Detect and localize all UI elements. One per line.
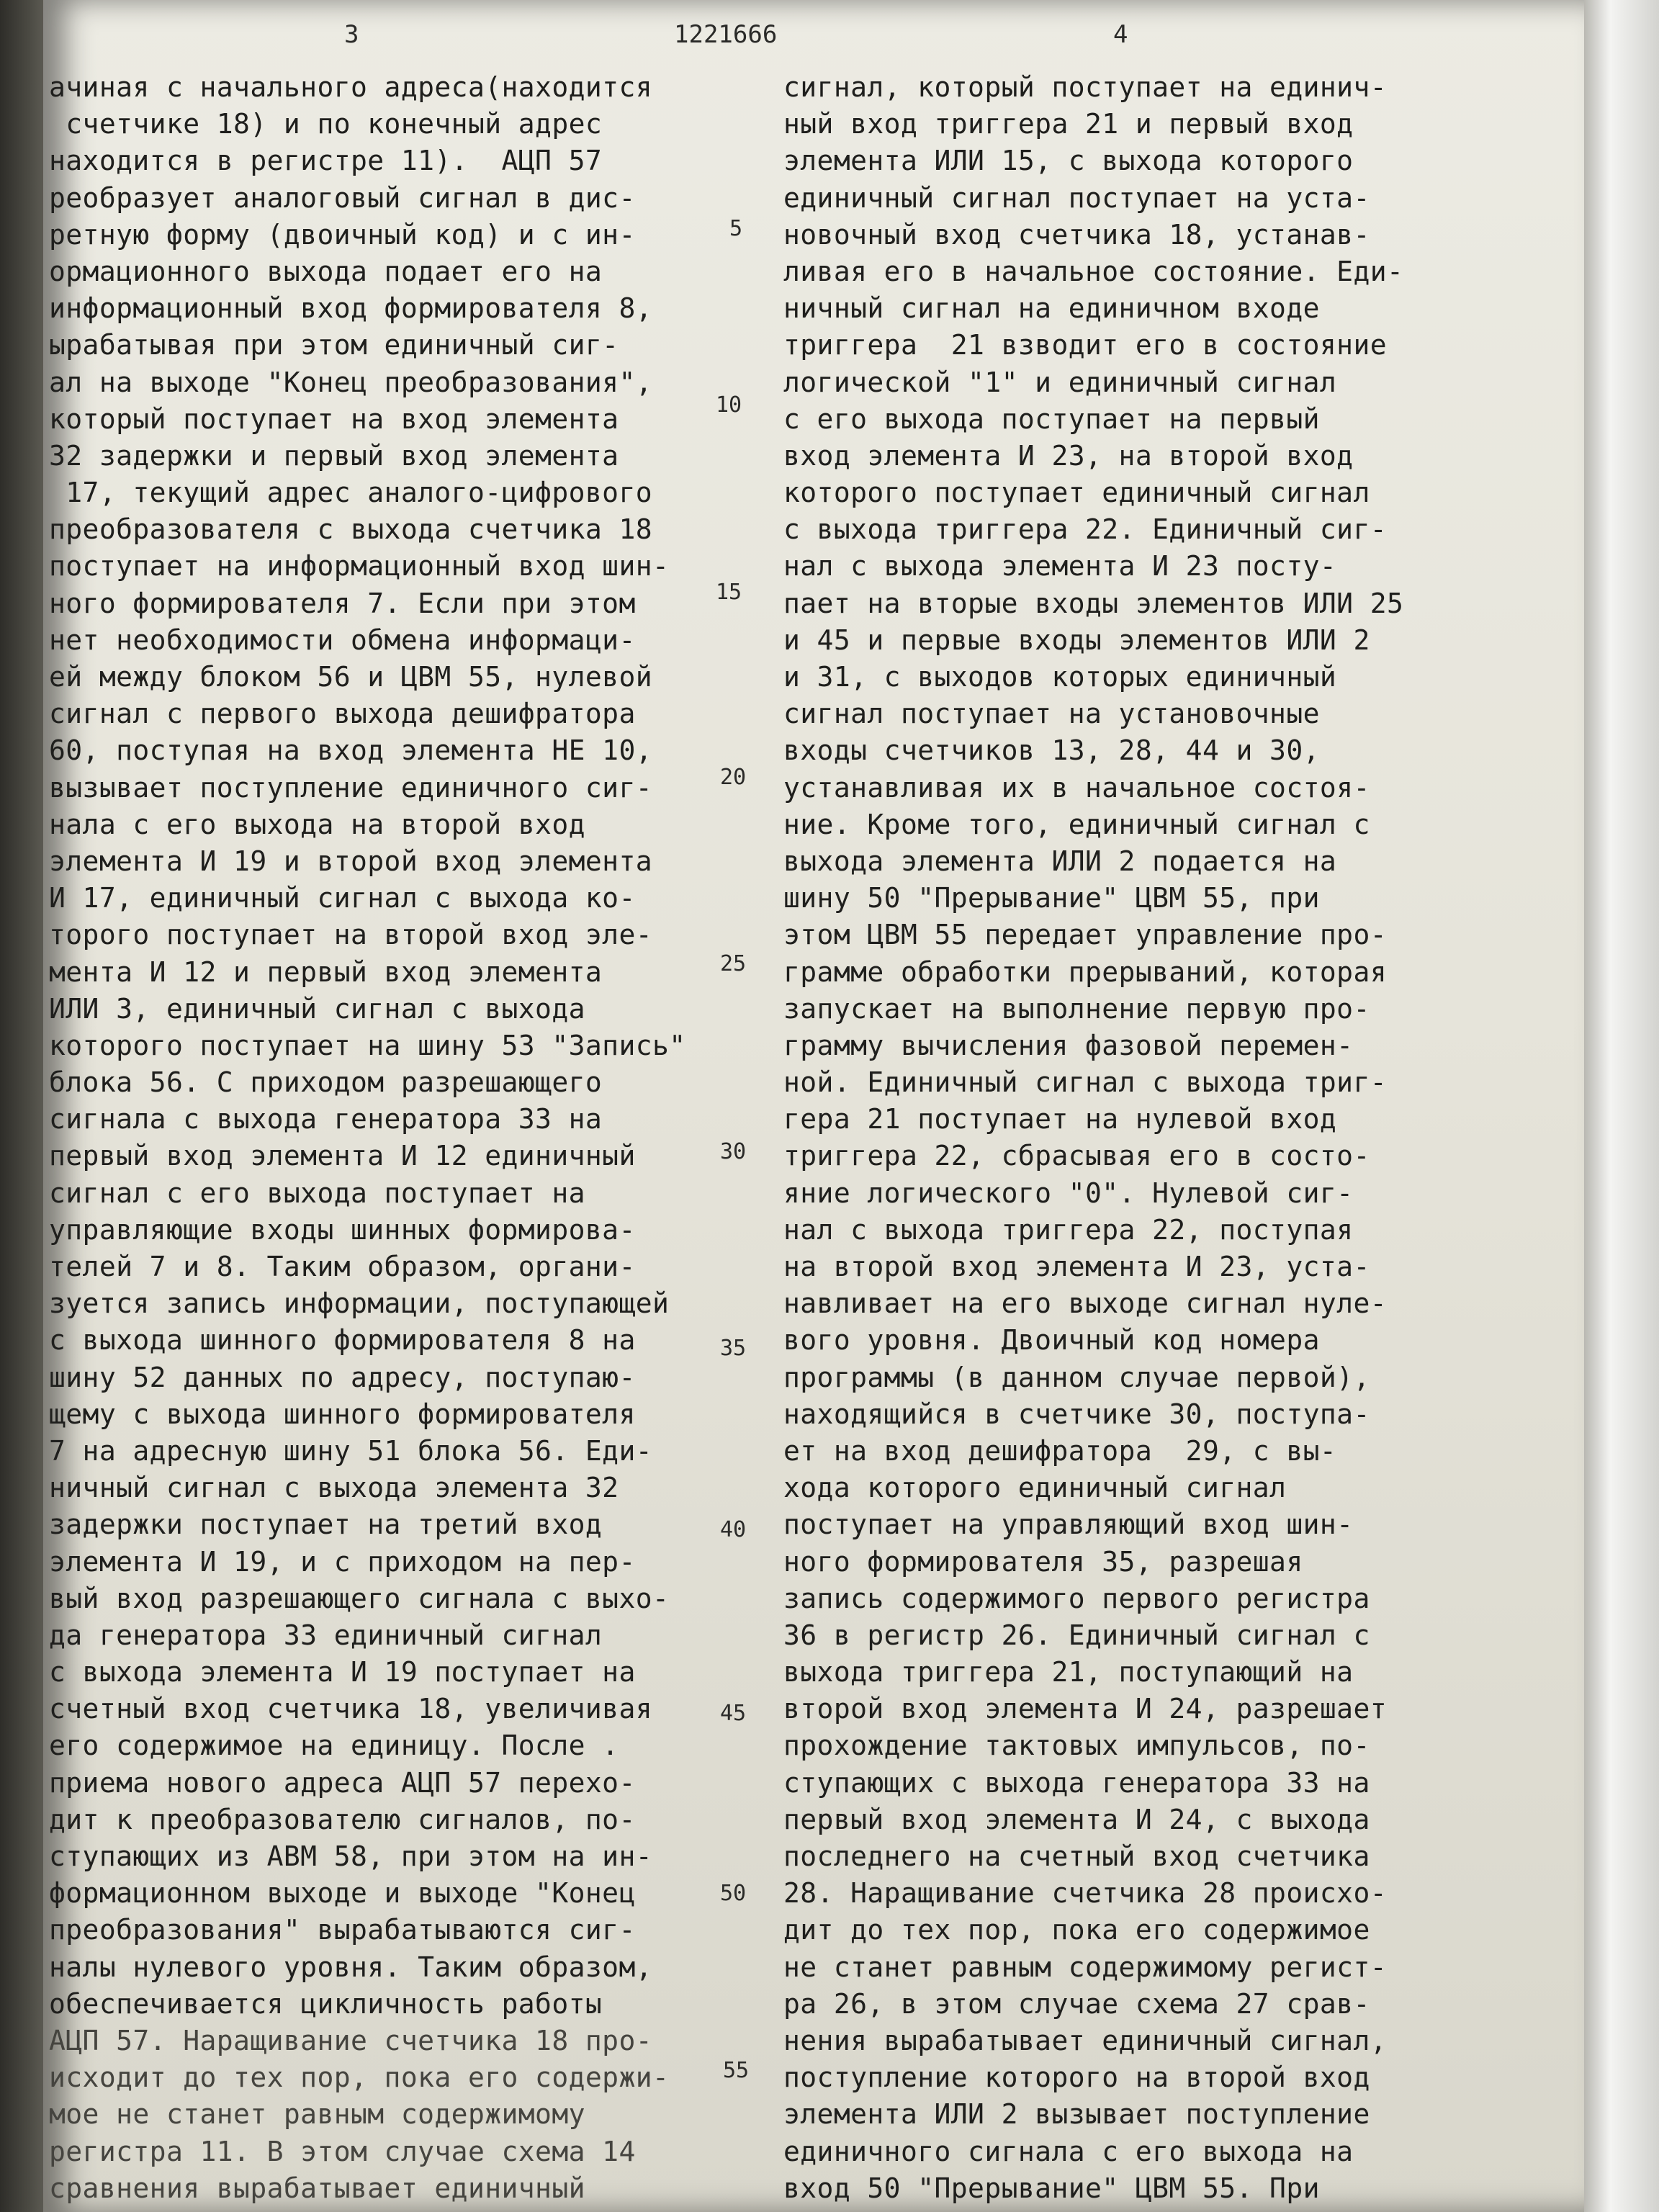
text-line: грамму вычисления фазовой перемен-: [783, 1029, 1354, 1061]
text-line: сигнал с первого выхода дешифратора: [49, 698, 636, 730]
text-line: сигнал, который поступает на единич-: [783, 71, 1388, 103]
text-line: задержки поступает на третий вход: [49, 1509, 603, 1541]
text-line: вход элемента И 23, на второй вход: [783, 439, 1354, 472]
text-line: вого уровня. Двоичный код номера: [783, 1324, 1320, 1357]
text-line: счетчике 18) и по конечный адрес: [49, 108, 603, 140]
text-line: телей 7 и 8. Таким образом, органи-: [49, 1251, 636, 1282]
text-line: ного формирователя 35, разрешая: [783, 1545, 1303, 1578]
text-line: приема нового адреса АЦП 57 перехо-: [49, 1766, 636, 1799]
text-line: мое не станет равным содержимому: [49, 2098, 585, 2131]
text-line: элемента И 19 и второй вход элемента: [49, 845, 653, 877]
text-line: программы (в данном случае первой),: [783, 1361, 1370, 1393]
text-line: ретную форму (двоичный код) и с ин-: [49, 218, 636, 251]
text-line: исходит до тех пор, пока его содержи-: [49, 2062, 670, 2094]
line-number: 45: [719, 1701, 747, 1726]
text-line: ИЛИ 3, единичный сигнал с выхода: [49, 992, 585, 1025]
line-number: 15: [715, 580, 742, 605]
text-line: хода которого единичный сигнал: [783, 1472, 1287, 1504]
text-line: сигнала с выхода генератора 33 на: [49, 1103, 603, 1136]
text-line: с выхода шинного формирователя 8 на: [49, 1324, 636, 1357]
text-line: пает на вторые входы элементов ИЛИ 25: [783, 587, 1404, 619]
text-line: на второй вход элемента И 23, уста-: [783, 1251, 1370, 1282]
text-line: 17, текущий адрес аналого-цифрового: [49, 477, 653, 509]
text-line: шину 52 данных по адресу, поступаю-: [49, 1361, 636, 1393]
text-line: яние логического "0". Нулевой сиг-: [783, 1177, 1354, 1209]
text-line: первый вход элемента И 12 единичный: [49, 1140, 636, 1172]
text-line: сравнения вырабатывает единичный: [49, 2172, 585, 2204]
text-line: ничный сигнал с выхода элемента 32: [49, 1472, 619, 1504]
text-line: преобразователя с выхода счетчика 18: [49, 513, 653, 546]
line-number: 20: [719, 765, 747, 790]
text-line: дит к преобразователю сигналов, по-: [49, 1803, 636, 1835]
text-line: ние. Кроме того, единичный сигнал с: [783, 808, 1370, 840]
text-line: информационный вход формирователя 8,: [49, 292, 653, 325]
text-line: нения вырабатывает единичный сигнал,: [783, 2024, 1388, 2056]
text-line: запись содержимого первого регистра: [783, 1582, 1370, 1614]
text-line: новочный вход счетчика 18, устанав-: [783, 218, 1370, 251]
text-line: налы нулевого уровня. Таким образом,: [49, 1951, 653, 1983]
text-line: ступающих с выхода генератора 33 на: [783, 1766, 1370, 1799]
text-line: ступающих из АВМ 58, при этом на ин-: [49, 1840, 653, 1872]
text-line: входы счетчиков 13, 28, 44 и 30,: [783, 734, 1320, 767]
left-text-column: [49, 69, 719, 2207]
text-line: запускает на выполнение первую про-: [783, 992, 1370, 1025]
text-line: находится в регистре 11). АЦП 57: [49, 145, 603, 177]
text-line: вызывает поступление единичного сиг-: [49, 771, 653, 804]
text-line: его содержимое на единицу. После .: [49, 1730, 619, 1762]
text-line: поступление которого на второй вход: [783, 2062, 1370, 2094]
page-number-left: 3: [344, 20, 359, 49]
text-line: и 31, с выходов которых единичный: [783, 661, 1337, 693]
text-line: да генератора 33 единичный сигнал: [49, 1619, 603, 1651]
text-line: устанавливая их в начальное состоя-: [783, 771, 1370, 804]
patent-number: 1221666: [674, 20, 778, 49]
text-line: навливает на его выходе сигнал нуле-: [783, 1287, 1388, 1320]
text-line: управляющие входы шинных формирова-: [49, 1213, 636, 1246]
text-line: элемента ИЛИ 2 вызывает поступление: [783, 2098, 1370, 2131]
text-line: регистра 11. В этом случае схема 14: [49, 2135, 636, 2167]
page-edge: [1584, 0, 1659, 2212]
text-line: мента И 12 и первый вход элемента: [49, 956, 603, 988]
text-line: сигнал поступает на установочные: [783, 698, 1320, 730]
text-line: ачиная с начального адреса(находится: [49, 71, 653, 103]
text-line: ной. Единичный сигнал с выхода триг-: [783, 1066, 1388, 1099]
text-line: ормационного выхода подает его на: [49, 255, 603, 287]
text-line: который поступает на вход элемента: [49, 403, 619, 435]
text-line: этом ЦВМ 55 передает управление про-: [783, 919, 1388, 951]
text-line: ей между блоком 56 и ЦВМ 55, нулевой: [49, 661, 653, 693]
text-line: грамме обработки прерываний, которая: [783, 956, 1388, 988]
text-line: сигнал с его выхода поступает на: [49, 1177, 585, 1209]
text-line: нал с выхода триггера 22, поступая: [783, 1213, 1354, 1246]
text-line: дит до тех пор, пока его содержимое: [783, 1914, 1370, 1946]
text-line: триггера 21 взводит его в состояние: [783, 329, 1388, 361]
text-line: которого поступает на шину 53 "Запись": [49, 1029, 686, 1061]
text-line: зуется запись информации, поступающей: [49, 1287, 670, 1320]
line-number: 40: [719, 1517, 747, 1542]
text-line: АЦП 57. Наращивание счетчика 18 про-: [49, 2024, 653, 2056]
text-line: ет на вход дешифратора 29, с вы-: [783, 1434, 1337, 1467]
line-number: 35: [719, 1336, 747, 1361]
text-line: 36 в регистр 26. Единичный сигнал с: [783, 1619, 1370, 1651]
text-line: ырабатывая при этом единичный сиг-: [49, 329, 619, 361]
right-text-column: [783, 69, 1460, 2207]
text-line: формационном выходе и выходе "Конец: [49, 1877, 636, 1910]
text-line: элемента И 19, и с приходом на пер-: [49, 1545, 636, 1578]
text-line: ал на выходе "Конец преобразования",: [49, 366, 653, 398]
text-line: 32 задержки и первый вход элемента: [49, 439, 619, 472]
line-number: 10: [715, 392, 742, 418]
text-line: вый вход разрешающего сигнала с выхо-: [49, 1582, 670, 1614]
text-line: блока 56. С приходом разрешающего: [49, 1066, 603, 1099]
text-line: щему с выхода шинного формирователя: [49, 1398, 636, 1430]
text-line: 28. Наращивание счетчика 28 происхо-: [783, 1877, 1388, 1910]
text-line: преобразования" вырабатываются сиг-: [49, 1914, 636, 1946]
text-line: второй вход элемента И 24, разрешает: [783, 1693, 1388, 1725]
text-line: ра 26, в этом случае схема 27 срав-: [783, 1987, 1370, 2020]
text-line: единичного сигнала с его выхода на: [783, 2135, 1354, 2167]
text-line: реобразует аналоговый сигнал в дис-: [49, 181, 636, 214]
line-number: 25: [719, 951, 747, 976]
text-line: и 45 и первые входы элементов ИЛИ 2: [783, 624, 1370, 656]
text-line: с его выхода поступает на первый: [783, 403, 1320, 435]
text-line: элемента ИЛИ 15, с выхода которого: [783, 145, 1354, 177]
text-line: с выхода триггера 22. Единичный сиг-: [783, 513, 1388, 546]
text-line: обеспечивается цикличность работы: [49, 1987, 603, 2020]
text-line: торого поступает на второй вход эле-: [49, 919, 653, 951]
line-number: 50: [719, 1881, 747, 1906]
text-line: первый вход элемента И 24, с выхода: [783, 1803, 1370, 1835]
text-line: 60, поступая на вход элемента НЕ 10,: [49, 734, 653, 767]
text-line: вход 50 "Прерывание" ЦВМ 55. При: [783, 2172, 1320, 2204]
line-number: 30: [719, 1139, 747, 1164]
text-line: ный вход триггера 21 и первый вход: [783, 108, 1354, 140]
line-number: 55: [722, 2058, 750, 2083]
text-line: ливая его в начальное состояние. Еди-: [783, 255, 1404, 287]
text-line: находящийся в счетчике 30, поступа-: [783, 1398, 1370, 1430]
text-line: поступает на управляющий вход шин-: [783, 1509, 1354, 1541]
text-line: нала с его выхода на второй вход: [49, 808, 585, 840]
text-line: ничный сигнал на единичном входе: [783, 292, 1320, 325]
text-line: которого поступает единичный сигнал: [783, 477, 1370, 509]
text-line: логической "1" и единичный сигнал: [783, 366, 1337, 398]
text-line: не станет равным содержимому регист-: [783, 1951, 1388, 1983]
text-line: единичный сигнал поступает на уста-: [783, 181, 1370, 214]
line-number: 5: [729, 216, 743, 241]
text-line: нет необходимости обмена информаци-: [49, 624, 636, 656]
text-line: шину 50 "Прерывание" ЦВМ 55, при: [783, 882, 1320, 914]
text-line: выхода триггера 21, поступающий на: [783, 1656, 1354, 1689]
text-line: триггера 22, сбрасывая его в состо-: [783, 1140, 1370, 1172]
text-line: нал с выхода элемента И 23 посту-: [783, 550, 1337, 583]
text-line: гера 21 поступает на нулевой вход: [783, 1103, 1337, 1136]
text-line: поступает на информационный вход шин-: [49, 550, 670, 583]
text-line: с выхода элемента И 19 поступает на: [49, 1656, 636, 1689]
text-line: 7 на адресную шину 51 блока 56. Еди-: [49, 1434, 653, 1467]
text-line: прохождение тактовых импульсов, по-: [783, 1730, 1370, 1762]
page-number-right: 4: [1113, 20, 1128, 49]
text-line: выхода элемента ИЛИ 2 подается на: [783, 845, 1337, 877]
text-line: счетный вход счетчика 18, увеличивая: [49, 1693, 653, 1725]
text-line: последнего на счетный вход счетчика: [783, 1840, 1370, 1872]
text-line: ного формирователя 7. Если при этом: [49, 587, 636, 619]
text-line: И 17, единичный сигнал с выхода ко-: [49, 882, 636, 914]
